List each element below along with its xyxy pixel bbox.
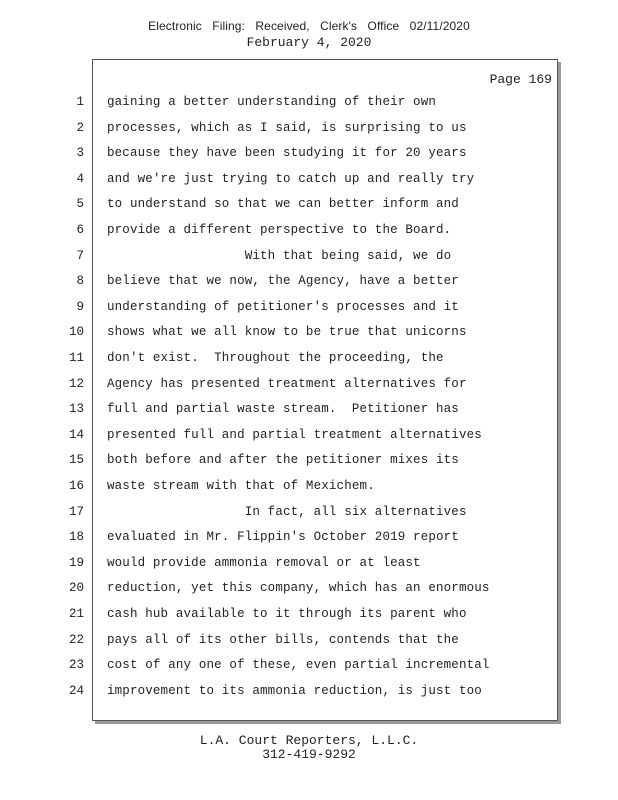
transcript-line-text: don't exist. Throughout the proceeding, the: [107, 351, 444, 365]
reporter-company: L.A. Court Reporters, L.L.C.: [199, 733, 419, 748]
transcript-line-text: Agency has presented treatment alternatives for: [107, 377, 467, 391]
line-number: 7: [76, 249, 84, 263]
line-number: 18: [68, 530, 84, 544]
transcript-line-text: understanding of petitioner's processes and it: [107, 300, 459, 314]
transcript-line-text: to understand so that we can better inform and: [107, 197, 459, 211]
line-number: 6: [76, 223, 84, 237]
line-number: 20: [68, 581, 84, 595]
line-number: 10: [68, 325, 84, 339]
line-number: 4: [76, 172, 84, 186]
transcript-line-text: and we're just trying to catch up and really try: [107, 172, 475, 186]
transcript-line-text: processes, which as I said, is surprising to us: [107, 121, 467, 135]
transcript-line-text: In fact, all six alternatives: [107, 505, 467, 519]
page-number: Page 169: [489, 72, 552, 87]
transcript-line-text: reduction, yet this company, which has an enormous: [107, 581, 490, 595]
reporter-phone: 312-419-9292: [262, 747, 356, 762]
line-number: 23: [68, 658, 84, 672]
transcript-line-text: cost of any one of these, even partial incremental: [107, 658, 490, 672]
transcript-line-text: provide a different perspective to the Board.: [107, 223, 452, 237]
transcript-line-text: gaining a better understanding of their own: [107, 95, 437, 109]
line-number: 12: [68, 377, 84, 391]
filing-stamp: Electronic Filing: Received, Clerk's Office 02/11/2020: [148, 19, 470, 33]
line-number: 21: [68, 607, 84, 621]
line-number: 9: [76, 300, 84, 314]
transcript-line-text: evaluated in Mr. Flippin's October 2019 report: [107, 530, 459, 544]
line-number: 8: [76, 274, 84, 288]
transcript-line-text: both before and after the petitioner mixes its: [107, 453, 459, 467]
transcript-line-text: would provide ammonia removal or at least: [107, 556, 421, 570]
line-number: 19: [68, 556, 84, 570]
transcript-line-text: improvement to its ammonia reduction, is just too: [107, 684, 482, 698]
transcript-line-text: With that being said, we do: [107, 249, 452, 263]
line-number: 22: [68, 633, 84, 647]
line-number: 3: [76, 146, 84, 160]
line-number: 14: [68, 428, 84, 442]
transcript-line-text: presented full and partial treatment alternatives: [107, 428, 482, 442]
line-number: 2: [76, 121, 84, 135]
transcript-line-text: shows what we all know to be true that unicorns: [107, 325, 467, 339]
transcript-line-text: pays all of its other bills, contends that the: [107, 633, 459, 647]
line-number: 13: [68, 402, 84, 416]
line-number: 24: [68, 684, 84, 698]
transcript-line-text: waste stream with that of Mexichem.: [107, 479, 375, 493]
transcript-line-text: because they have been studying it for 20 years: [107, 146, 467, 160]
line-number: 1: [76, 95, 84, 109]
line-number: 17: [68, 505, 84, 519]
line-number: 16: [68, 479, 84, 493]
transcript-line-text: full and partial waste stream. Petitioner has: [107, 402, 459, 416]
line-number: 5: [76, 197, 84, 211]
line-number: 11: [68, 351, 84, 365]
hearing-date: February 4, 2020: [246, 35, 372, 50]
transcript-line-text: believe that we now, the Agency, have a better: [107, 274, 459, 288]
transcript-line-text: cash hub available to it through its parent who: [107, 607, 467, 621]
line-number: 15: [68, 453, 84, 467]
